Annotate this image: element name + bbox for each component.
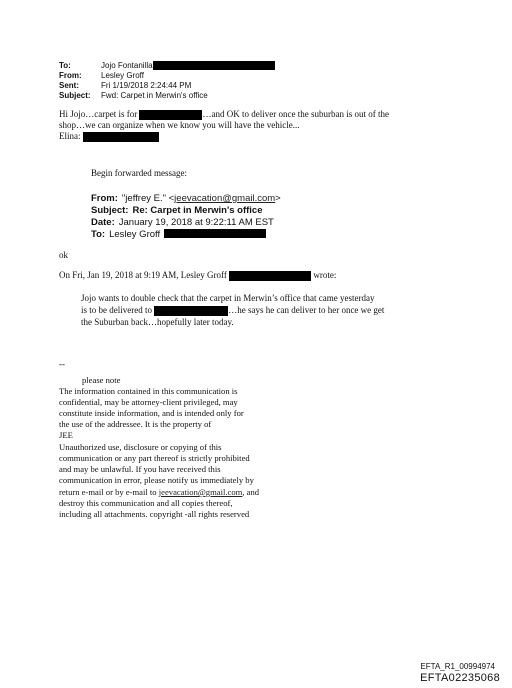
- quote-line-2: [81, 305, 384, 316]
- quote-header: [59, 270, 336, 281]
- quote-text: is to be delivered to: [81, 305, 152, 315]
- forwarded-to-label: To:: [91, 229, 106, 240]
- disclaimer-line: and may be unlawful. If you have received this: [59, 464, 221, 474]
- reply-ok: ok: [59, 250, 68, 260]
- disclaimer-text: return e-mail or by e-mail to: [59, 487, 157, 497]
- body-line-3: [59, 131, 159, 142]
- redaction-box: [154, 306, 228, 316]
- to-label: To:: [59, 61, 71, 70]
- disclaimer-line: communication or any part thereof is strictly prohibited: [59, 453, 250, 463]
- body-line-1: [59, 109, 389, 120]
- quote-header-text: On Fri, Jan 19, 2018 at 9:19 AM, Lesley Groff: [59, 270, 227, 280]
- signature-dashes: --: [59, 359, 65, 369]
- forwarded-to-value: Lesley Groff: [109, 229, 161, 240]
- body-line-2: shop…we can organize when we know you will have the vehicle...: [59, 120, 300, 130]
- disclaimer-line: The information contained in this communication is: [59, 386, 238, 396]
- footer-id-large: EFTA02235068: [420, 672, 500, 684]
- disclaimer-line: confidential, may be attorney-client privileged, may: [59, 397, 238, 407]
- to-value: [101, 61, 275, 70]
- to-name: Jojo Fontanilla: [101, 61, 153, 70]
- body-text: …and OK to deliver once the suburban is out of the: [202, 109, 389, 119]
- subject-value: Fwd: Carpet in Merwin's office: [101, 91, 208, 100]
- redaction-box: [229, 271, 311, 281]
- disclaimer-line: communication in error, please notify us immediately by: [59, 475, 254, 485]
- disclaimer-line: the use of the addressee. It is the property of: [59, 419, 212, 429]
- disclaimer-line: including all attachments. copyright -all rights reserved: [59, 509, 250, 519]
- forwarded-from-name: "jeffrey E." <: [121, 193, 175, 204]
- body-text: Elina:: [59, 131, 81, 141]
- from-value: Lesley Groff: [101, 71, 144, 80]
- redaction-box: [153, 61, 275, 70]
- quote-header-text: wrote:: [313, 270, 337, 280]
- quote-line-3: the Suburban back…hopefully later today.: [81, 317, 234, 327]
- disclaimer-line: JEE: [59, 430, 73, 440]
- disclaimer-text: , and: [242, 487, 260, 497]
- forwarded-from-close: >: [275, 193, 281, 204]
- forwarded-from-email-link[interactable]: jeevacation@gmail.com: [174, 193, 276, 204]
- forwarded-subject-label: Subject:: [91, 205, 129, 216]
- disclaimer-line: Unauthorized use, disclosure or copying of this: [59, 442, 222, 452]
- subject-label: Subject:: [59, 91, 91, 100]
- disclaimer-line: [59, 487, 259, 498]
- quote-line-1: Jojo wants to double check that the carpet in Merwin’s office that came yesterday: [81, 293, 375, 303]
- disclaimer-line: constitute inside information, and is intended only for: [59, 408, 244, 418]
- quote-text: …he says he can deliver to her once we get: [228, 305, 385, 315]
- redaction-box: [139, 110, 202, 120]
- disclaimer-line: destroy this communication and all copies thereof,: [59, 498, 233, 508]
- disclaimer-email-link[interactable]: jeevacation@gmail.com: [158, 487, 243, 497]
- forwarded-from-label: From:: [91, 193, 118, 204]
- footer-id-small: EFTA_R1_00994974: [420, 662, 495, 671]
- sent-value: Fri 1/19/2018 2:24:44 PM: [101, 81, 192, 90]
- redaction-box: [164, 229, 266, 238]
- body-text: Hi Jojo…carpet is for: [59, 109, 138, 119]
- forwarded-date-label: Date:: [91, 217, 115, 228]
- forwarded-date-value: January 19, 2018 at 9:22:11 AM EST: [118, 217, 274, 228]
- redaction-box: [83, 132, 159, 142]
- signature-note: please note: [82, 375, 121, 385]
- forwarded-intro: Begin forwarded message:: [91, 168, 187, 178]
- from-label: From:: [59, 71, 82, 80]
- forwarded-to: [91, 224, 266, 242]
- sent-label: Sent:: [59, 81, 79, 90]
- forwarded-subject-value: Re: Carpet in Merwin's office: [132, 205, 263, 216]
